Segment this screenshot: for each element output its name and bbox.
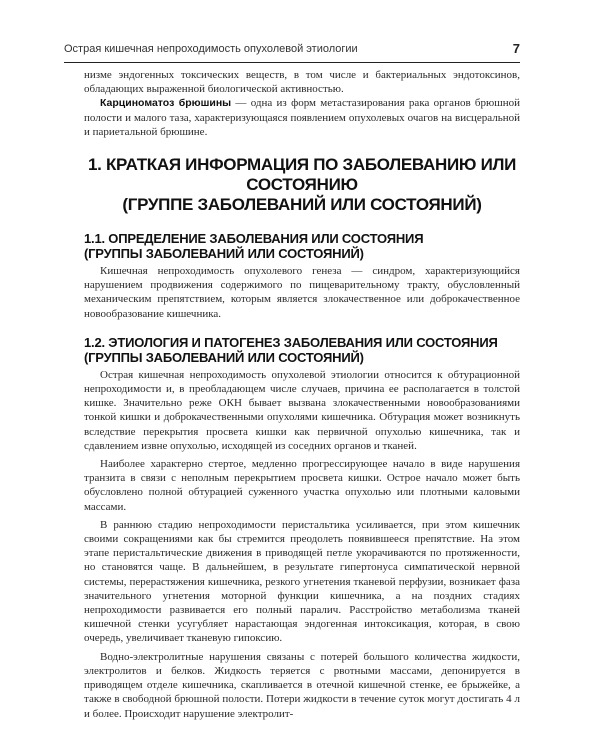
subsection-1-2-heading-line1: 1.2. ЭТИОЛОГИЯ И ПАТОГЕНЕЗ ЗАБОЛЕВАНИЯ ИЛИ СОСТОЯНИЯ [84, 334, 498, 350]
etiology-paragraph-4: Водно-электролитные нарушения связаны с потерей большого количества жидкости, электролитов и белков. Жидкость теряется с рвотными массами, депонируется в приводящем отделе кишечника, скапливается в отечной кишечной стенке, ее брыжейке, а также в свободной брюшной полости. Потери жидкости в течение суток могут достигать 4 л и более. Происходит нарушение электролит- [84, 650, 520, 720]
term-carcinomatosis: Карциноматоз брюшины [100, 97, 232, 110]
subsection-1-1-heading [84, 231, 520, 261]
subsection-1-2-heading [84, 335, 520, 365]
definition-paragraph: Кишечная непроходимость опухолевого генеза — синдром, характеризующийся нарушением продвижения содержимого по пищеварительному тракту, обусловленный механическим препятствием, которым является злокачественное или доброкачественное новообразование кишечника. [84, 265, 520, 320]
carcinomatosis-definition: — одна из форм метастазирования рака органов брюшной полости и малого таза, характеризующаяся появлением опухолевых очагов на висцеральной и париетальной брюшине. [84, 97, 520, 138]
intro-paragraph-carcinomatosis [84, 96, 520, 139]
section-1-heading [84, 155, 520, 215]
intro-paragraph-continued: низме эндогенных токсических веществ, в том числе и бактериальных эндотоксинов, обладающих выраженной биологической активностью. [84, 69, 520, 96]
running-header [64, 40, 520, 63]
subsection-1-1-heading-line2: (ГРУППЫ ЗАБОЛЕВАНИЙ ИЛИ СОСТОЯНИЙ) [84, 246, 364, 262]
page-body [84, 68, 520, 721]
etiology-paragraph-2: Наиболее характерно стертое, медленно прогрессирующее начало в виде нарушения транзита в связи с неполным перекрытием просвета кишки. Острое начало может быть обусловлено полной обтурацией суженного участка опухолью или плотными каловыми массами. [84, 458, 520, 513]
etiology-paragraph-1: Острая кишечная непроходимость опухолевой этиологии относится к обтурационной непроходимости и, в преобладающем числе случаев, причина ее располагается в толстой кишке. Значительно реже ОКН бывает вызвана злокачественными новообразованиями тонкой кишки и доброкачественными опухолями кишечника. Обтурация может возникнуть вследствие перекрытия просвета кишки как первичной опухолью кишечника, так и сдавлением извне опухолью, исходящей из соседних органов и тканей. [84, 368, 520, 452]
subsection-1-2-heading-line2: (ГРУППЫ ЗАБОЛЕВАНИЙ ИЛИ СОСТОЯНИЙ) [84, 349, 364, 365]
running-header-title: Острая кишечная непроходимость опухолевой этиологии [64, 43, 358, 55]
section-1-heading-line1: 1. КРАТКАЯ ИНФОРМАЦИЯ ПО ЗАБОЛЕВАНИЮ ИЛИ СОСТОЯНИЮ [87, 155, 517, 195]
page-number: 7 [512, 41, 520, 56]
subsection-1-1-heading-line1: 1.1. ОПРЕДЕЛЕНИЕ ЗАБОЛЕВАНИЯ ИЛИ СОСТОЯНИЯ [84, 231, 424, 247]
etiology-paragraph-3: В раннюю стадию непроходимости перистальтика усиливается, при этом кишечник своими сокращениями как бы стремится преодолеть появившееся препятствие. На этом этапе перистальтические движения в приводящей петле укорачиваются по протяженности, но становятся чаще. В дальнейшем, в результате гипертонуса симпатической нервной системы, перерастяжения кишечника, резкого угнетения тканевой перфузии, возникает фаза значительного угнетения моторной функции кишечника, а на поздних стадиях непроходимости развивается его полный паралич. Расстройство метаболизма тканей кишечной стенки усугубляет нарастающая эндогенная интоксикация, которая, в свою очередь, увеличивает тканевую гипоксию. [84, 518, 520, 645]
section-1-heading-line2: (ГРУППЕ ЗАБОЛЕВАНИЙ ИЛИ СОСТОЯНИЙ) [122, 195, 482, 215]
